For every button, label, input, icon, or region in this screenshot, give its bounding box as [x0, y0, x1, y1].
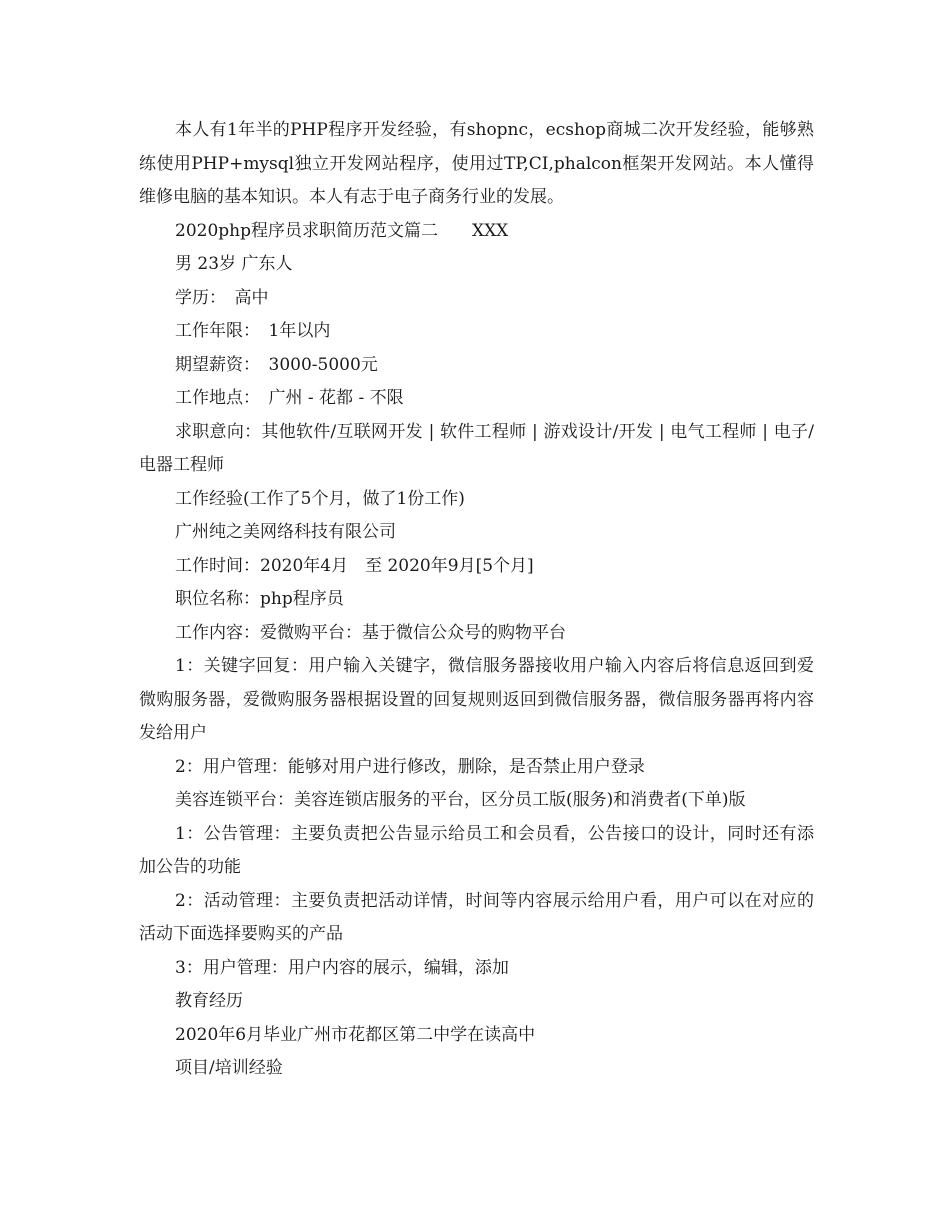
job-intention: 求职意向：其他软件/互联网开发 | 软件工程师 | 游戏设计/开发 | 电气工程师 | 电子/电器工程师 [139, 421, 814, 475]
work-experience-heading: 工作经验(工作了5个月，做了1份工作) [175, 488, 465, 509]
project-training-heading: 项目/培训经验 [175, 1058, 283, 1078]
education-entry: 2020年6月毕业广州市花都区第二中学在读高中 [175, 1024, 536, 1045]
document-body [139, 114, 814, 1086]
work-period: 工作时间：2020年4月 至 2020年9月[5个月] [175, 555, 534, 576]
intro-paragraph: 本人有1年半的PHP程序开发经验，有shopnc，ecshop商城二次开发经验，能够熟练使用PHP+mysql独立开发网站程序，使用过TP,CI,phalcon框架开发网站。本人懂得维修电脑的基本知识。本人有志于电子商务行业的发展。 [139, 120, 814, 207]
work-years: 工作年限： 1年以内 [175, 321, 331, 341]
job-content: 工作内容：爱微购平台：基于微信公众号的购物平台 [175, 622, 566, 643]
job-title: 职位名称：php程序员 [175, 589, 344, 609]
work-location: 工作地点： 广州 - 花都 - 不限 [175, 388, 404, 408]
personal-info: 男 23岁 广东人 [175, 254, 293, 274]
user-management-item: 2：用户管理：能够对用户进行修改，删除，是否禁止用户登录 [175, 756, 645, 777]
education-heading: 教育经历 [175, 991, 243, 1011]
education-level: 学历： 高中 [175, 287, 269, 308]
keyword-reply-item: 1：关键字回复：用户输入关键字，微信服务器接收用户输入内容后将信息返回到爱微购服务器，爱微购服务器根据设置的回复规则返回到微信服务器，微信服务器再将内容发给用户 [139, 656, 814, 743]
expected-salary: 期望薪资： 3000-5000元 [175, 354, 378, 375]
company-name: 广州纯之美网络科技有限公司 [175, 522, 396, 542]
notice-management-item: 1：公告管理：主要负责把公告显示给员工和会员看，公告接口的设计，同时还有添加公告的功能 [139, 823, 814, 877]
activity-management-item: 2：活动管理：主要负责把活动详情，时间等内容展示给用户看，用户可以在对应的活动下面选择要购买的产品 [139, 890, 814, 944]
user-content-item: 3：用户管理：用户内容的展示，编辑，添加 [175, 957, 509, 978]
beauty-chain-platform: 美容连锁平台：美容连锁店服务的平台，区分员工版(服务)和消费者(下单)版 [175, 790, 746, 810]
resume-title: 2020php程序员求职简历范文篇二 XXX [175, 220, 509, 241]
